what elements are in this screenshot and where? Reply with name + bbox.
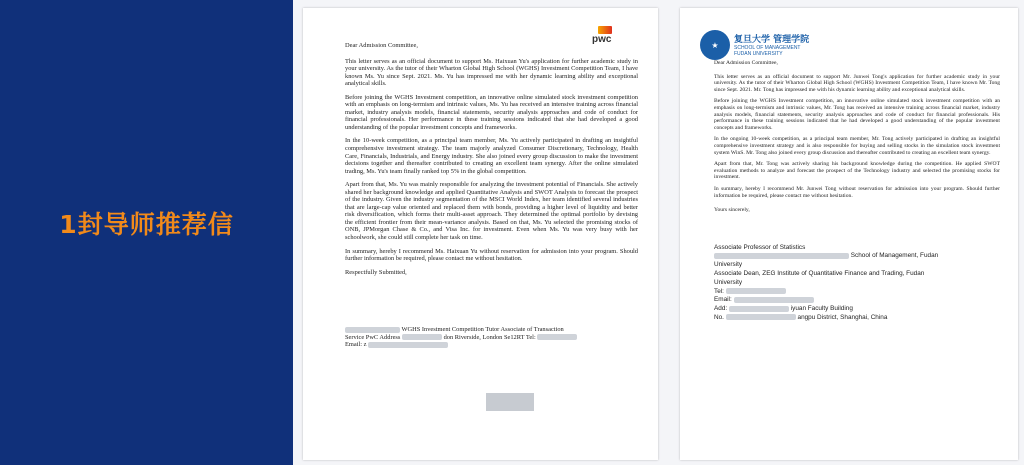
letter1-salutation: Dear Admission Committee, xyxy=(345,42,418,49)
redacted-signature xyxy=(486,393,534,411)
letter1-paragraph: Apart from that, Ms. Yu was mainly responsible for analyzing the investment potential of Financials. She actively shared her background knowledge and applied Quantitative Analysis and SWOT Analysis to forecast the prospect of the industry. Given the industry segmentation of the MSCI World Index, her team identified several industries that are large-cap value oriented and replaced them with bonds, providing a higher level of liquidity and better risk diversification, which forms their multi-asset approach. They determined the optimal portfolio by devising the efficient frontier from their mean-variance analysis. Based on that, Ms. Yu selected the promising stocks of ONB, JPMorgan Chase & Co., and Visa Inc. for investment. Even when Ms. Yu was very busy with her schoolwork, she could still complete her task on time. xyxy=(345,181,638,242)
letter1-paragraph: Before joining the WGHS Investment competition, an innovative online simulated stock investment competition with an emphasis on long-termism and intrinsic values, Ms. Yu has received an intensive training across financial market, industry analysis models, financial statements, security analysis approaches and code of conduct for financial professionals. Her performance in these training sessions indicated that she had developed a good understanding of the popular investment concepts and frameworks. xyxy=(345,93,638,131)
redacted-name xyxy=(345,327,400,333)
letter1-closing: Respectfully Submitted, xyxy=(345,268,407,276)
letter2-paragraph: In summary, hereby I recommend Mr. Junwei Tong without reservation for admission into your program. Should further information be required, please contact me without hesitation. xyxy=(714,185,1000,199)
redacted-phone xyxy=(726,288,786,294)
letter2-signature: Associate Professor of Statistics School of Management, Fudan University Associate Dean, ZEG Institute of Quantitative Finance and Trading, Fudan University Tel: Email: Add: iyuan Faculty Building No. angpu District, Shanghai, China xyxy=(714,243,939,322)
pwc-logo: pwc xyxy=(592,34,612,45)
pwc-logo-mark xyxy=(598,26,612,34)
letter2-paragraph: In the ongoing 10-week competition, as a principal team member, Mr. Tong actively participated in drafting an insightful comprehensive investment strategy and is also responsible for buying and selling stocks in the simulation stock investment system WinS. Mr. Tong also joined every group discussion and thereafter contributed to creating an excellent team synergy. xyxy=(714,136,1000,156)
letter1-signature-line: WGHS Investment Competition Tutor Associate of Transaction xyxy=(345,326,638,334)
letter1-paragraph: In summary, hereby I recommend Ms. Haixuan Yu without reservation for admission into your program. Should further information be required, please contact me without hesitation. xyxy=(345,247,638,263)
redacted-phone xyxy=(537,334,577,340)
redacted-email xyxy=(734,297,814,303)
letter1-paragraph: This letter serves as an official document to support Ms. Haixuan Yu's application for further academic study in your university. As the tutor of their Wharton Global High School (WGHS) Investment Competition Team, I have known Ms. Yu since Sept. 2021. Ms. Yu has impressed me with her dynamic learning ability and exceptional analytical skills. xyxy=(345,57,638,88)
redacted-address xyxy=(402,334,442,340)
letter2-paragraph: Before joining the WGHS Investment competition, an innovative online simulated stock investment competition with an emphasis on long-termism and intrinsic values, Mr. Tong has received an intensive training across financial market, industry analysis models, financial statements, security analysis approaches and code of conduct for financial professionals. His performance in these training sessions indicated that he had developed a good understanding of the popular investment concepts and frameworks. xyxy=(714,98,1000,131)
letter1-signature-line: Email: z xyxy=(345,341,638,349)
redacted-email xyxy=(368,342,448,348)
fudan-seal-icon: ★ xyxy=(700,30,730,60)
fudan-logo-subtitle: SCHOOL OF MANAGEMENT FUDAN UNIVERSITY xyxy=(734,45,801,57)
letter2-closing: Yours sincerely, xyxy=(714,207,750,214)
letter1-signature-line: Service PwC Address don Riverside, London Se12RT Tel: xyxy=(345,334,638,342)
slide-title: 1封导师推荐信 xyxy=(59,210,234,239)
redacted-name xyxy=(714,253,849,259)
redacted-address xyxy=(729,306,789,312)
recommendation-letter-pwc xyxy=(303,8,658,460)
recommendation-letter-fudan xyxy=(680,8,1018,460)
title-panel xyxy=(0,0,293,465)
letter2-paragraph: This letter serves as an official document to support Mr. Junwei Tong's application for further academic study in your university. As the tutor of their Wharton Global High School (WGHS) Investment Competition Team, I have known Mr. Tong since Sept. 2021. Mr. Tong has impressed me with his dynamic learning ability and exceptional analytical skills. xyxy=(714,73,1000,93)
redacted-address xyxy=(726,314,796,320)
fudan-logo-name: 复旦大学 管理学院 xyxy=(734,35,810,45)
letter1-paragraph: In the 10-week competition, as a principal team member, Ms. Yu actively participated in drafting an insightful comprehensive investment strategy. The team majorly analyzed Consumer Discretionary, Technology, Health Care, Financials, Industrials, and Energy industry. She also joined every group discussion to make the investment decisions together and thereafter contributed to creating an excellent team synergy. After the online simulated trading, Ms. Yu's team finally ranked top 5% in the global competition. xyxy=(345,137,638,175)
letter2-salutation: Dear Admission Committee, xyxy=(714,60,778,66)
letter2-paragraph: Apart from that, Mr. Tong was actively sharing his background knowledge during the competition. He applied SWOT evaluation methods to analyze and forecast the prospect of the Technology industry and selected the promising stocks for investment. xyxy=(714,161,1000,181)
